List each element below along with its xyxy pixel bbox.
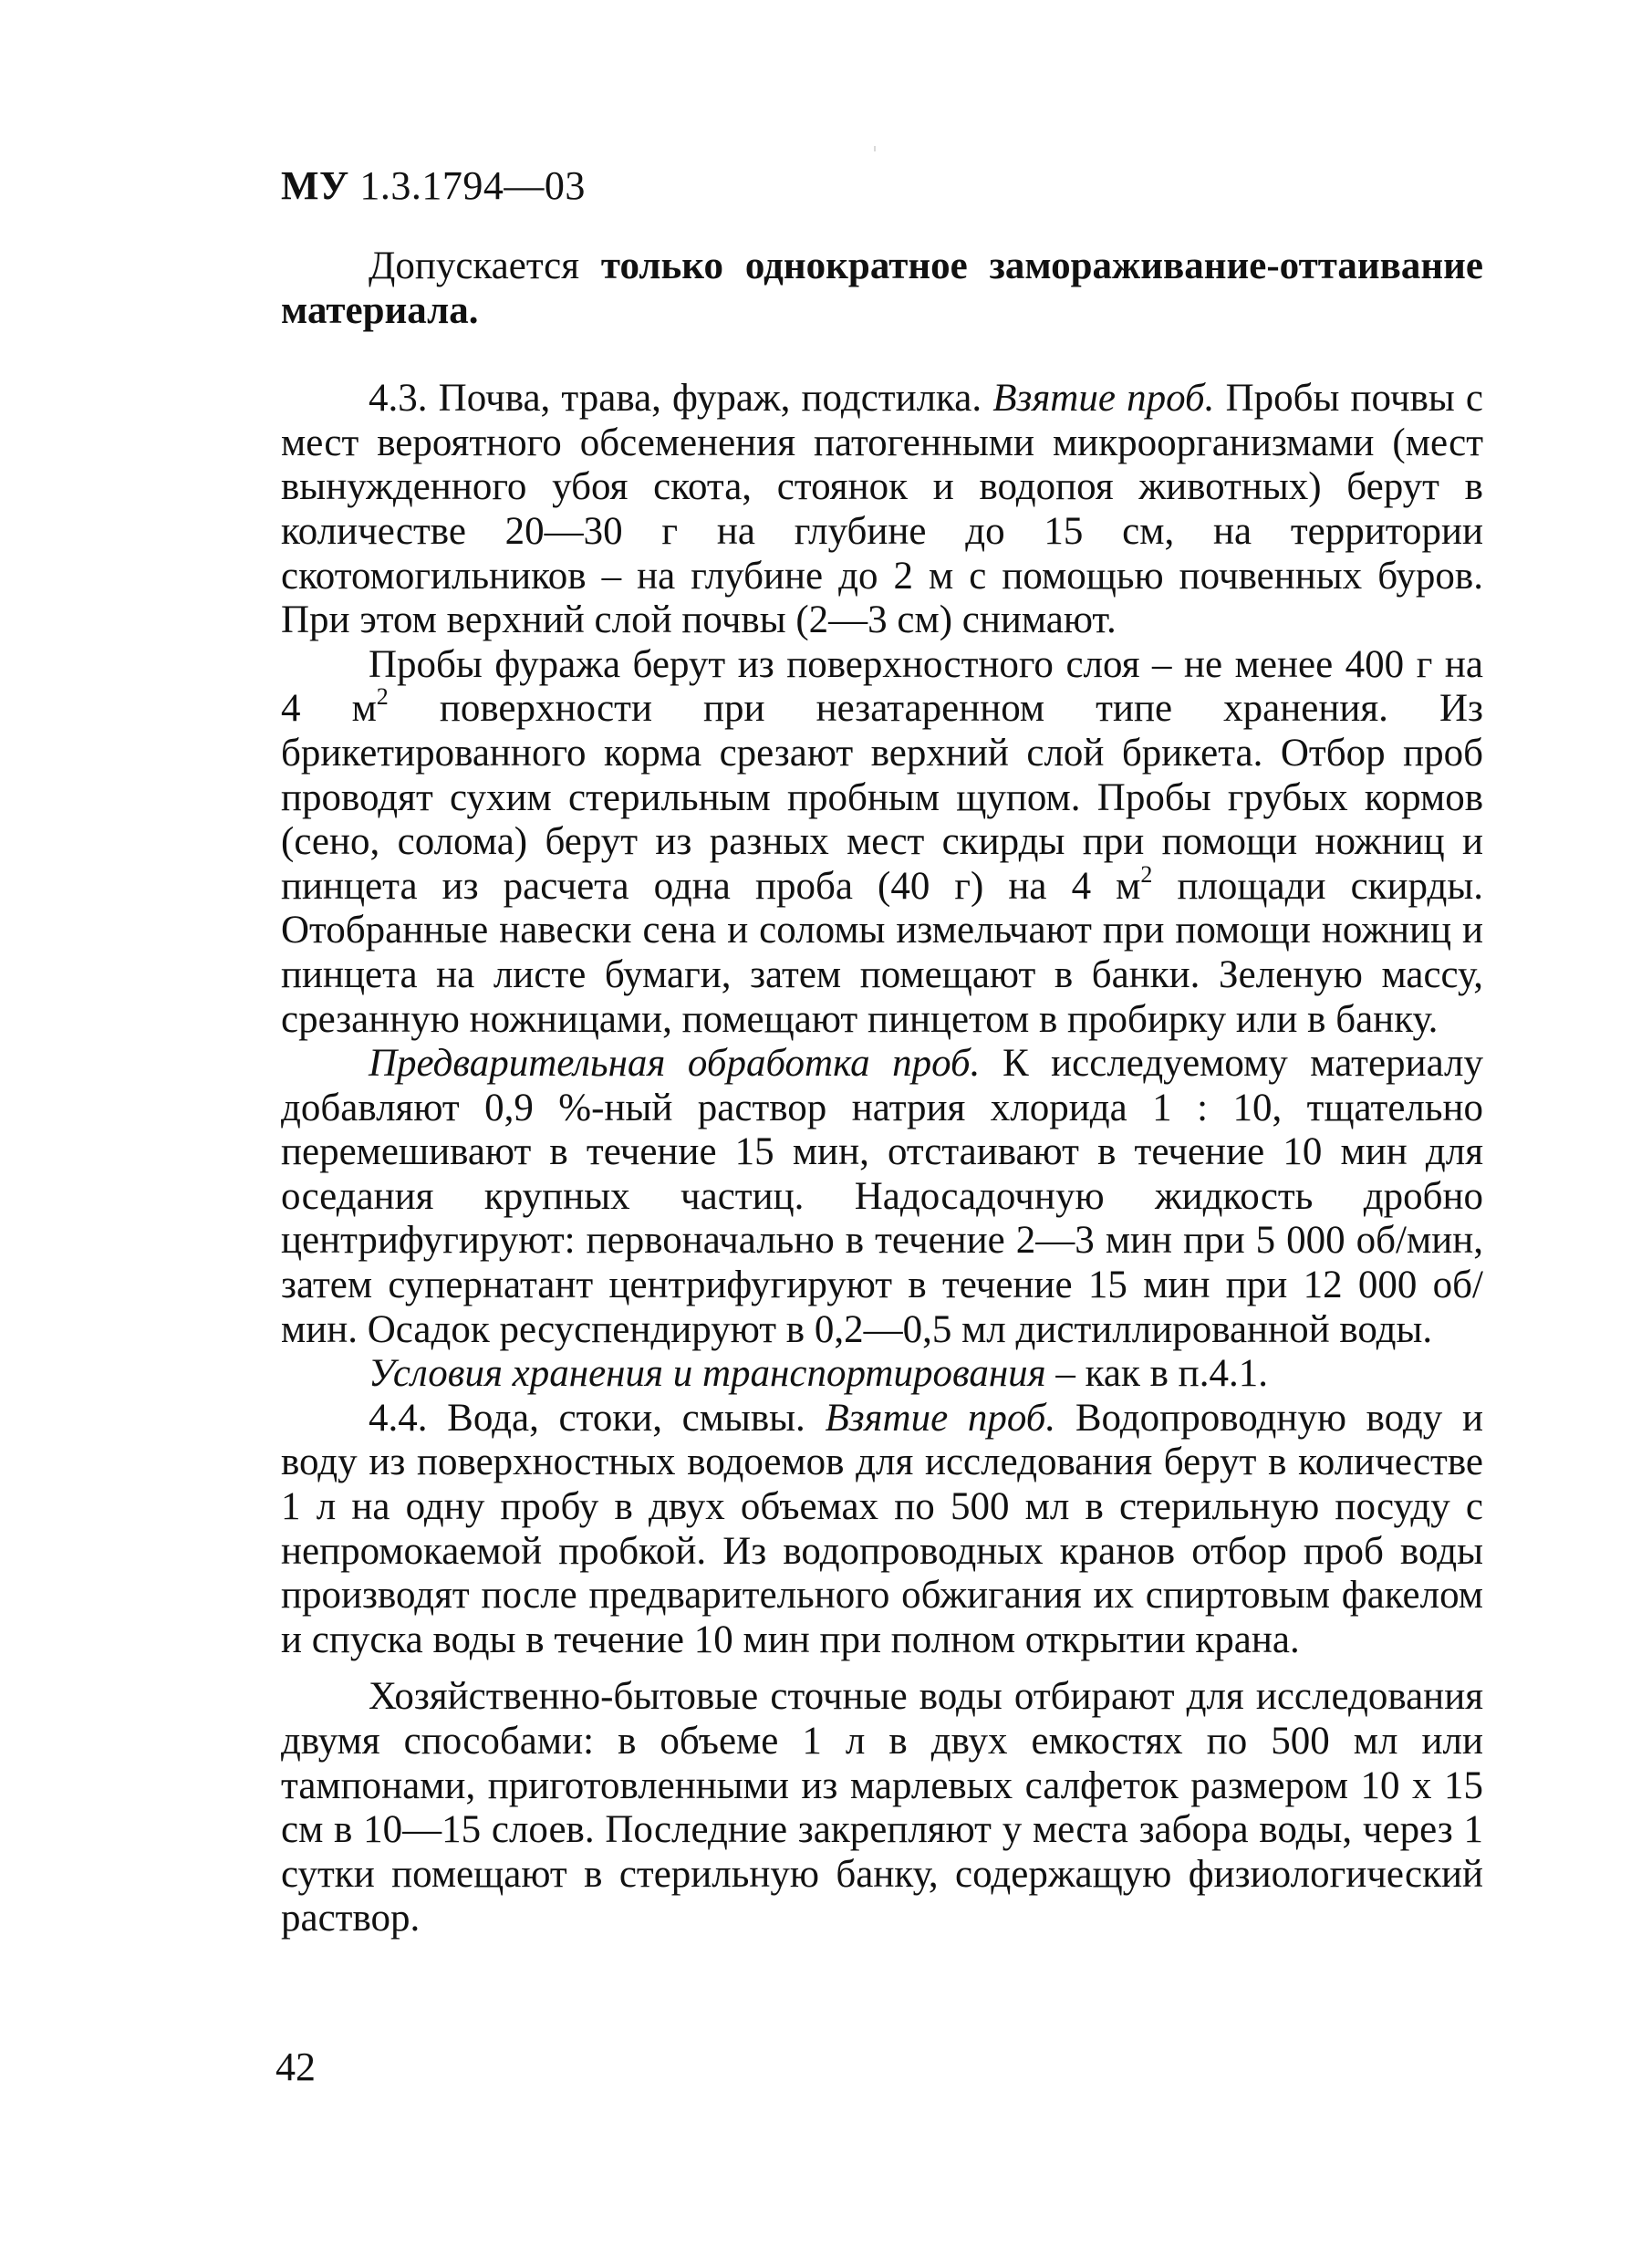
paragraph-text: поверхности при незатаренном типе хранения. Из брикетированного корма срезают верхний слой брикета. Отбор проб проводят сухим стерильным пробным щупом. Пробы грубых кормов (сено, солома) берут из разных мест скирды при помощи ножниц и пинцета из расчета одна проба (40 г) на 4 м <box>281 687 1483 908</box>
superscript: 2 <box>376 683 389 711</box>
paragraph-italic-text: Взятие проб. <box>992 377 1215 421</box>
paragraph-freeze-thaw <box>281 244 1483 333</box>
paragraph-text: площади скирды. Отобранные навески сена и соломы измельчают при помощи ножниц и пинцета на листе бумаги, затем помещают в банки. Зеленую массу, срезанную ножницами, помещают пинцетом в пробирку или в банку. <box>281 864 1484 1041</box>
paragraph-italic-text: Предварительная обработка проб. <box>369 1042 981 1086</box>
paragraph-text: – как в п.4.1. <box>1045 1352 1268 1396</box>
paragraph-text: 4.3. Почва, трава, фураж, подстилка. <box>369 377 993 421</box>
paragraph-water-sampling <box>281 1397 1483 1663</box>
paragraph-text: Водопроводную воду и воду из поверхностных водоемов для исследования берут в количестве 1 л на одну пробу в двух объемах по 500 мл в стерильную посуду с непромокаемой пробкой. Из водопроводных кранов отбор проб воды производят после предварительного обжигания их спиртовым факелом и спуска воды в течение 10 мин при полном открытии крана. <box>281 1396 1484 1661</box>
paragraph-fodder-sampling <box>281 643 1483 1042</box>
paragraph-italic-text: Условия хранения и транспортирования <box>369 1352 1046 1396</box>
paragraph-bold-text: только однократное замораживание-оттаивание материала. <box>281 244 1483 332</box>
paragraph-storage-conditions <box>281 1352 1483 1397</box>
paragraph-wastewater-sampling <box>281 1675 1483 1941</box>
document-code-prefix: МУ <box>281 163 349 208</box>
body-text <box>281 244 1483 1941</box>
paragraph-soil-sampling <box>281 377 1483 643</box>
document-code-number: 1.3.1794—03 <box>348 163 586 208</box>
paragraph-text: Хозяйственно-бытовые сточные воды отбирают для исследования двумя способами: в объеме 1 л в двух емкостях по 500 мл или тампонами, приготовленными из марлевых салфеток размером 10 х 15 см в 10—15 слоев. Последние закрепляют у места забора воды, через 1 сутки помещают в стерильную банку, содержащую физиологический раствор. <box>281 1675 1483 1940</box>
paragraph-text: Пробы фуража берут из поверхностного слоя – не менее 400 г на 4 м <box>281 642 1483 731</box>
superscript: 2 <box>1140 860 1153 888</box>
paragraph-text: К исследуемому материалу добавляют 0,9 %-ный раствор натрия хлорида 1 : 10, тщательно перемешивают в течение 15 мин, отстаивают в течение 10 мин для оседания крупных частиц. Надосадочную жидкость дробно центрифугируют: первоначально в течение 2—3 мин при 5 000 об/мин, затем супернатант центрифугируют в течение 15 мин при 12 000 об/мин. Осадок ресуспендируют в 0,2—0,5 мл дистиллированной воды. <box>281 1042 1483 1351</box>
page-number: 42 <box>275 2044 316 2089</box>
paragraph-text: Допускается <box>369 244 601 287</box>
scan-speck <box>874 146 876 151</box>
document-code-header <box>281 162 586 211</box>
paragraph-pretreatment <box>281 1042 1483 1352</box>
paragraph-text: Пробы почвы с мест вероятного обсеменения патогенными микроорганизмами (мест вынужденного убоя скота, стоянок и водопоя животных) берут в количестве 20—30 г на глубине до 15 см, на территории скотомогильников – на глубине до 2 м с помощью почвенных буров. При этом верхний слой почвы (2—3 см) снимают. <box>281 377 1483 642</box>
paragraph-italic-text: Взятие проб. <box>825 1396 1056 1440</box>
paragraph-text: 4.4. Вода, стоки, смывы. <box>369 1396 826 1440</box>
